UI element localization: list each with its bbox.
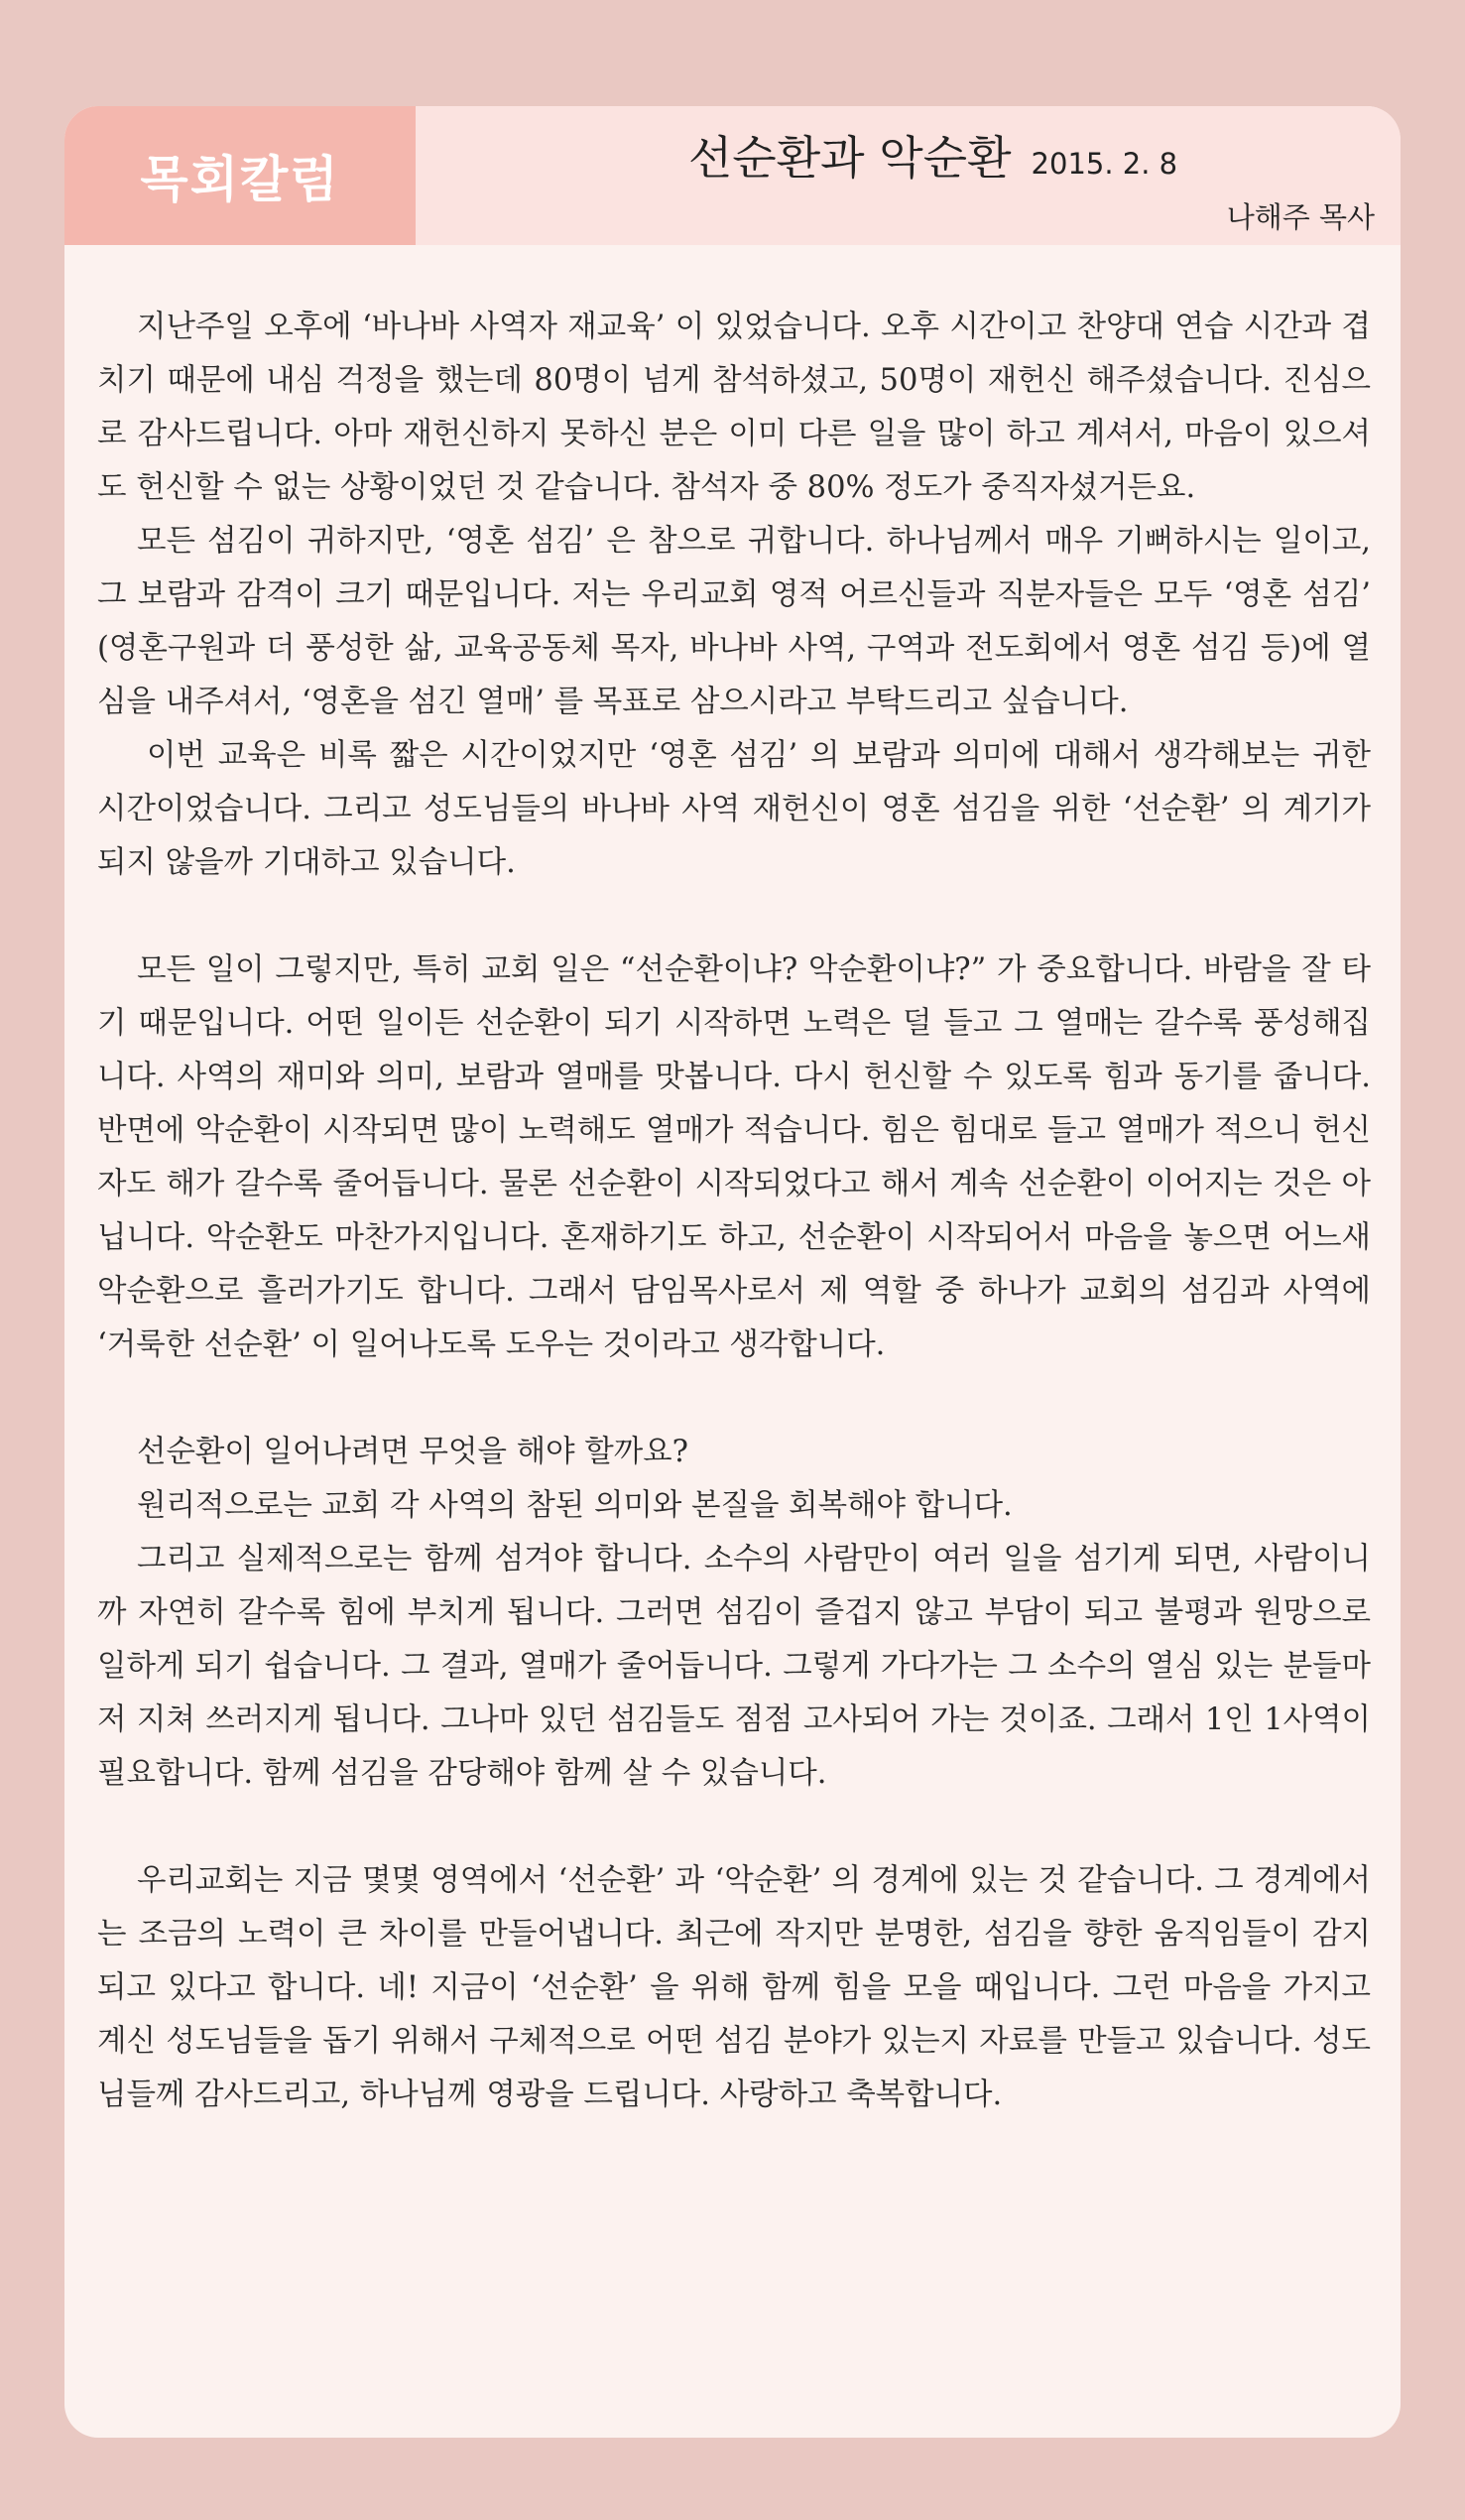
article-body [97,301,1371,2122]
paragraph-gap [97,1372,1371,1426]
paragraph: 이번 교육은 비록 짧은 시간이었지만 ‘영혼 섬김’ 의 보람과 의미에 대해서 생각해보는 귀한 시간이었습니다. 그리고 성도님들의 바나바 사역 재헌신이 영혼 섬김을 위한 ‘선순환’ 의 계기가 되지 않을까 기대하고 있습니다. [97,738,1371,880]
paragraph: 지난주일 오후에 ‘바나바 사역자 재교육’ 이 있었습니다. 오후 시간이고 찬양대 연습 시간과 겹치기 때문에 내심 걱정을 했는데 80명이 넘게 참석하셨고, 50명이 재헌신 해주셨습니다. 진심으로 감사드립니다. 아마 재헌신하지 못하신 분은 이미 다른 일을 많이 하고 계셔서, 마음이 있으셔도 헌신할 수 없는 상황이었던 것 같습니다. 참석자 중 80% 정도가 중직자셨거든요. [97,310,1371,505]
column-date: 2015. 2. 8 [1031,147,1178,181]
title-row [416,122,1401,191]
paragraph: 원리적으로는 교회 각 사역의 참된 의미와 본질을 회복해야 합니다. [137,1488,1013,1523]
paragraph-gap [97,1801,1371,1854]
column-card [64,106,1401,2438]
paragraph: 우리교회는 지금 몇몇 영역에서 ‘선순환’ 과 ‘악순환’ 의 경계에 있는 것 같습니다. 그 경계에서는 조금의 노력이 큰 차이를 만들어냅니다. 최근에 작지만 분명한, 섬김을 향한 움직임들이 감지되고 있다고 합니다. 네! 지금이 ‘선순환’ 을 위해 함께 힘을 모을 때입니다. 그런 마음을 가지고 계신 성도님들을 돕기 위해서 구체적으로 어떤 섬김 분야가 있는지 자료를 만들고 있습니다. 성도님들께 감사드리고, 하나님께 영광을 드립니다. 사랑하고 축복합니다. [97,1863,1371,2112]
paragraph: 모든 일이 그렇지만, 특히 교회 일은 “선순환이냐? 악순환이냐?” 가 중요합니다. 바람을 잘 타기 때문입니다. 어떤 일이든 선순환이 되기 시작하면 노력은 덜 들고 그 열매는 갈수록 풍성해집니다. 사역의 재미와 의미, 보람과 열매를 맛봅니다. 다시 헌신할 수 있도록 힘과 동기를 줍니다. 반면에 악순환이 시작되면 많이 노력해도 열매가 적습니다. 힘은 힘대로 들고 열매가 적으니 헌신자도 해가 갈수록 줄어듭니다. 물론 선순환이 시작되었다고 해서 계속 선순환이 이어지는 것은 아닙니다. 악순환도 마찬가지입니다. 혼재하기도 하고, 선순환이 시작되어서 마음을 놓으면 어느새 악순환으로 흘러가기도 합니다. 그래서 담임목사로서 제 역할 중 하나가 교회의 섬김과 사역에 ‘거룩한 선순환’ 이 일어나도록 도우는 것이라고 생각합니다. [97,952,1371,1362]
column-header [64,106,1401,245]
column-category-label: 목회칼럼 [64,106,416,245]
paragraph: 모든 섬김이 귀하지만, ‘영혼 섬김’ 은 참으로 귀합니다. 하나님께서 매우 기뻐하시는 일이고, 그 보람과 감격이 크기 때문입니다. 저는 우리교회 영적 어르신들과 직분자들은 모두 ‘영혼 섬김’ (영혼구원과 더 풍성한 삶, 교육공동체 목자, 바나바 사역, 구역과 전도회에서 영혼 섬김 등)에 열심을 내주셔서, ‘영혼을 섬긴 열매’ 를 목표로 삼으시라고 부탁드리고 싶습니다. [97,524,1371,719]
paragraph-gap [97,890,1371,944]
paragraph: 그리고 실제적으로는 함께 섬겨야 합니다. 소수의 사람만이 여러 일을 섬기게 되면, 사람이니까 자연히 갈수록 힘에 부치게 됩니다. 그러면 섬김이 즐겁지 않고 부담이 되고 불평과 원망으로 일하게 되기 쉽습니다. 그 결과, 열매가 줄어듭니다. 그렇게 가다가는 그 소수의 열심 있는 분들마저 지쳐 쓰러지게 됩니다. 그나마 있던 섬김들도 점점 고사되어 가는 것이죠. 그래서 1인 1사역이 필요합니다. 함께 섬김을 감당해야 함께 살 수 있습니다. [97,1542,1371,1791]
paragraph: 선순환이 일어나려면 무엇을 해야 할까요? [137,1435,689,1469]
column-author: 나해주 목사 [1226,200,1375,234]
column-title: 선순환과 악순환 [687,131,1012,185]
